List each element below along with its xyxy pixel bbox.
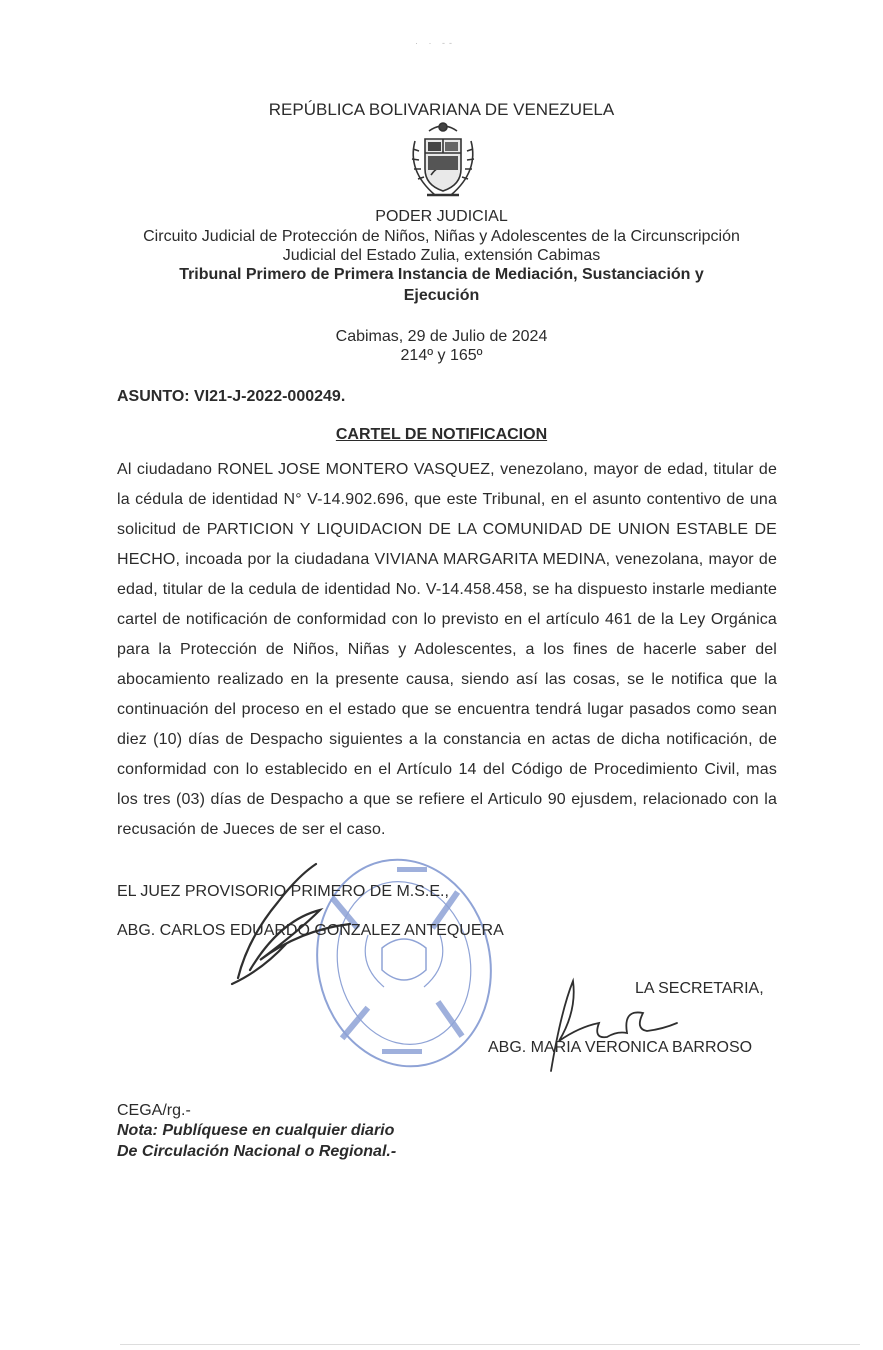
coat-of-arms-icon	[403, 119, 483, 203]
poder-judicial-heading: PODER JUDICIAL	[375, 208, 508, 225]
tribunal-line-2: Ejecución	[403, 287, 480, 304]
notification-body: Al ciudadano RONEL JOSE MONTERO VASQUEZ, venezolano, mayor de edad, titular de la cédula de identidad N° V-14.902.696, que este Tribunal, en el asunto contentivo de una solicitud de PARTICION Y LIQUIDACION DE LA COMUNIDAD DE UNION ESTABLE DE HECHO, incoada por la ciudadana VIVIANA MARGARITA MEDINA, venezolana, mayor de edad, titular de la cedula de identidad No. V-14.458.458, se ha dispuesto instarle mediante cartel de notificación de conformidad con lo previsto en el artículo 461 de la Ley Orgánica para la Protección de Niños, Niñas y Adolescentes, a los fines de hacerle saber del abocamiento realizado en la presente causa, siendo así las cosas, se le notifica que la continuación del proceso en el estado que se encuentra tendrá lugar pasados como sean diez (10) días de Despacho siguientes a la constancia en actas de dicha notificación, de conformidad con lo establecido en el Artículo 14 del Código de Procedimiento Civil, mas los tres (03) días de Despacho a que se refiere el Articulo 90 ejusdem, relacionado con la recusación de Jueces de ser el caso.	[117, 461, 777, 838]
note-line-1: Nota: Publíquese en cualquier diario	[117, 1122, 395, 1139]
republic-heading: REPÚBLICA BOLIVARIANA DE VENEZUELA	[268, 100, 615, 119]
initials-line: CEGA/rg.-	[117, 1102, 191, 1119]
judge-title: EL JUEZ PROVISORIO PRIMERO DE M.S.E.,	[117, 883, 449, 900]
case-number: ASUNTO: VI21-J-2022-000249.	[117, 388, 346, 405]
place-date: Cabimas, 29 de Julio de 2024	[335, 328, 548, 345]
scan-edge-line	[120, 1344, 860, 1345]
secretary-name: ABG. MARIA VERONICA BARROSO	[488, 1039, 753, 1056]
scan-mark: · · -‐	[415, 38, 456, 48]
document-title: CARTEL DE NOTIFICACION	[335, 426, 548, 443]
circuit-line-1: Circuito Judicial de Protección de Niños, Niñas y Adolescentes de la Circunscripción	[143, 228, 740, 245]
secretary-title: LA SECRETARIA,	[635, 980, 764, 997]
tribunal-line-1: Tribunal Primero de Primera Instancia de Mediación, Sustanciación y	[179, 266, 704, 283]
circuit-line-2: Judicial del Estado Zulia, extensión Cabimas	[282, 247, 601, 264]
judge-name: ABG. CARLOS EDUARDO GONZALEZ ANTEQUERA	[117, 922, 504, 939]
note-line-2: De Circulación Nacional o Regional.-	[117, 1143, 397, 1160]
years-line: 214º y 165º	[400, 347, 483, 364]
